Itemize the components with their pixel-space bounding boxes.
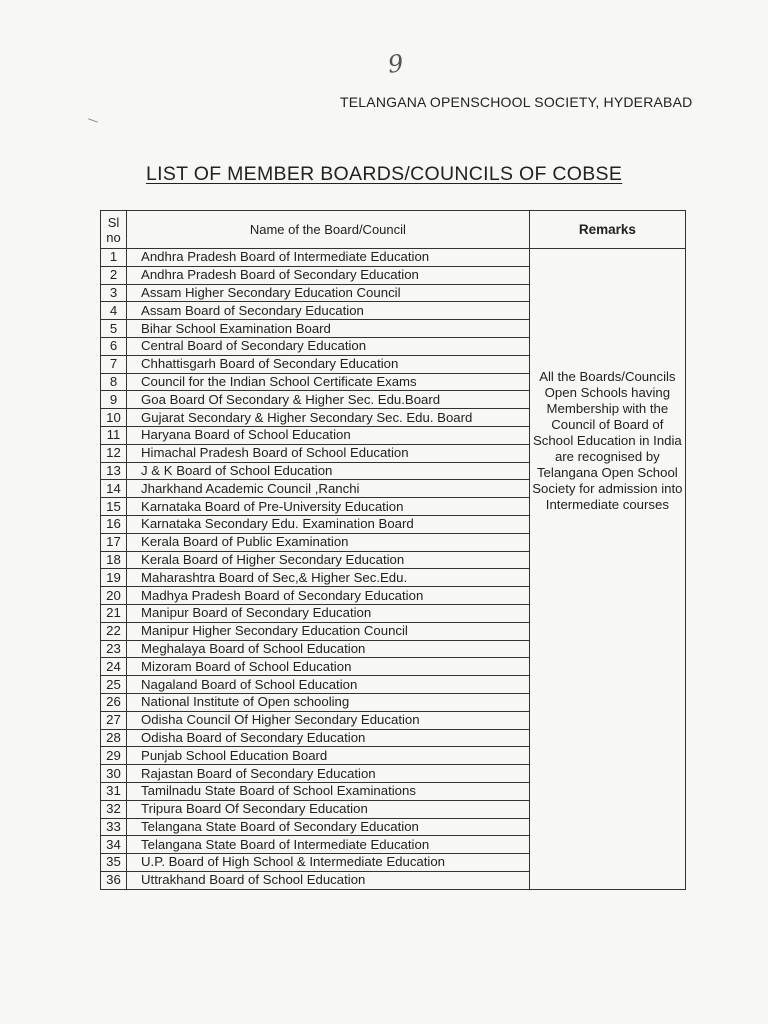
board-name-cell: U.P. Board of High School & Intermediate Education xyxy=(127,854,530,872)
board-name-cell: Madhya Pradesh Board of Secondary Education xyxy=(127,587,530,605)
sl-number-cell: 3 xyxy=(101,284,127,302)
board-name-cell: Tamilnadu State Board of School Examinations xyxy=(127,782,530,800)
sl-number-cell: 22 xyxy=(101,622,127,640)
sl-number-cell: 31 xyxy=(101,782,127,800)
board-name-cell: Maharashtra Board of Sec,& Higher Sec.Edu. xyxy=(127,569,530,587)
sl-number-cell: 33 xyxy=(101,818,127,836)
sl-number-cell: 24 xyxy=(101,658,127,676)
board-name-cell: Manipur Board of Secondary Education xyxy=(127,604,530,622)
board-name-cell: Chhattisgarh Board of Secondary Education xyxy=(127,355,530,373)
sl-number-cell: 35 xyxy=(101,854,127,872)
sl-number-cell: 34 xyxy=(101,836,127,854)
board-name-cell: Tripura Board Of Secondary Education xyxy=(127,800,530,818)
page-number: 9 xyxy=(386,49,405,79)
board-name-cell: Assam Higher Secondary Education Council xyxy=(127,284,530,302)
board-name-cell: Nagaland Board of School Education xyxy=(127,676,530,694)
organization-name: TELANGANA OPENSCHOOL SOCIETY, HYDERABAD xyxy=(340,94,693,110)
board-name-cell: Karnataka Board of Pre-University Education xyxy=(127,498,530,516)
sl-number-cell: 9 xyxy=(101,391,127,409)
board-name-cell: Jharkhand Academic Council ,Ranchi xyxy=(127,480,530,498)
sl-number-cell: 21 xyxy=(101,604,127,622)
board-name-cell: Central Board of Secondary Education xyxy=(127,337,530,355)
sl-no-header xyxy=(101,211,127,249)
sl-number-cell: 8 xyxy=(101,373,127,391)
sl-number-cell: 13 xyxy=(101,462,127,480)
sl-number-cell: 18 xyxy=(101,551,127,569)
sl-number-cell: 23 xyxy=(101,640,127,658)
remarks-cell: All the Boards/Councils Open Schools having Membership with the Council of Board of School Education in India are recognised by Telangana Open School Society for admission into Intermediate courses xyxy=(529,249,685,890)
board-name-cell: Assam Board of Secondary Education xyxy=(127,302,530,320)
sl-number-cell: 6 xyxy=(101,337,127,355)
scan-mark xyxy=(88,118,98,122)
board-name-cell: Telangana State Board of Secondary Education xyxy=(127,818,530,836)
sl-number-cell: 11 xyxy=(101,426,127,444)
board-name-cell: Haryana Board of School Education xyxy=(127,426,530,444)
board-name-cell: Kerala Board of Public Examination xyxy=(127,533,530,551)
sl-number-cell: 4 xyxy=(101,302,127,320)
board-name-cell: Andhra Pradesh Board of Secondary Education xyxy=(127,266,530,284)
sl-number-cell: 5 xyxy=(101,320,127,338)
board-name-cell: National Institute of Open schooling xyxy=(127,693,530,711)
sl-number-cell: 19 xyxy=(101,569,127,587)
board-name-cell: J & K Board of School Education xyxy=(127,462,530,480)
name-header: Name of the Board/Council xyxy=(127,211,530,249)
board-name-cell: Kerala Board of Higher Secondary Education xyxy=(127,551,530,569)
board-name-cell: Punjab School Education Board xyxy=(127,747,530,765)
board-name-cell: Bihar School Examination Board xyxy=(127,320,530,338)
board-name-cell: Telangana State Board of Intermediate Education xyxy=(127,836,530,854)
sl-number-cell: 14 xyxy=(101,480,127,498)
board-name-cell: Mizoram Board of School Education xyxy=(127,658,530,676)
sl-number-cell: 1 xyxy=(101,249,127,267)
table-body xyxy=(101,249,686,890)
sl-header-line1: Sl xyxy=(107,214,120,230)
sl-number-cell: 29 xyxy=(101,747,127,765)
sl-number-cell: 7 xyxy=(101,355,127,373)
board-name-cell: Goa Board Of Secondary & Higher Sec. Edu.Board xyxy=(127,391,530,409)
board-name-cell: Odisha Council Of Higher Secondary Education xyxy=(127,711,530,729)
board-name-cell: Odisha Board of Secondary Education xyxy=(127,729,530,747)
board-name-cell: Manipur Higher Secondary Education Council xyxy=(127,622,530,640)
sl-number-cell: 32 xyxy=(101,800,127,818)
sl-number-cell: 12 xyxy=(101,444,127,462)
board-name-cell: Gujarat Secondary & Higher Secondary Sec. Edu. Board xyxy=(127,409,530,427)
page-title: LIST OF MEMBER BOARDS/COUNCILS OF COBSE xyxy=(146,163,623,185)
sl-number-cell: 26 xyxy=(101,693,127,711)
sl-number-cell: 20 xyxy=(101,587,127,605)
sl-number-cell: 25 xyxy=(101,676,127,694)
sl-number-cell: 36 xyxy=(101,871,127,889)
board-name-cell: Uttrakhand Board of School Education xyxy=(127,871,530,889)
sl-number-cell: 2 xyxy=(101,266,127,284)
sl-number-cell: 27 xyxy=(101,711,127,729)
board-name-cell: Karnataka Secondary Edu. Examination Board xyxy=(127,515,530,533)
board-name-cell: Meghalaya Board of School Education xyxy=(127,640,530,658)
remarks-header: Remarks xyxy=(529,211,685,249)
sl-number-cell: 15 xyxy=(101,498,127,516)
boards-table xyxy=(100,210,686,890)
table-row xyxy=(101,249,686,267)
board-name-cell: Council for the Indian School Certificate Exams xyxy=(127,373,530,391)
sl-number-cell: 10 xyxy=(101,409,127,427)
board-name-cell: Andhra Pradesh Board of Intermediate Education xyxy=(127,249,530,267)
board-name-cell: Himachal Pradesh Board of School Education xyxy=(127,444,530,462)
sl-header-line2: no xyxy=(106,229,121,245)
sl-number-cell: 16 xyxy=(101,515,127,533)
board-name-cell: Rajastan Board of Secondary Education xyxy=(127,765,530,783)
sl-number-cell: 28 xyxy=(101,729,127,747)
sl-number-cell: 17 xyxy=(101,533,127,551)
table-header-row xyxy=(101,211,686,249)
sl-number-cell: 30 xyxy=(101,765,127,783)
